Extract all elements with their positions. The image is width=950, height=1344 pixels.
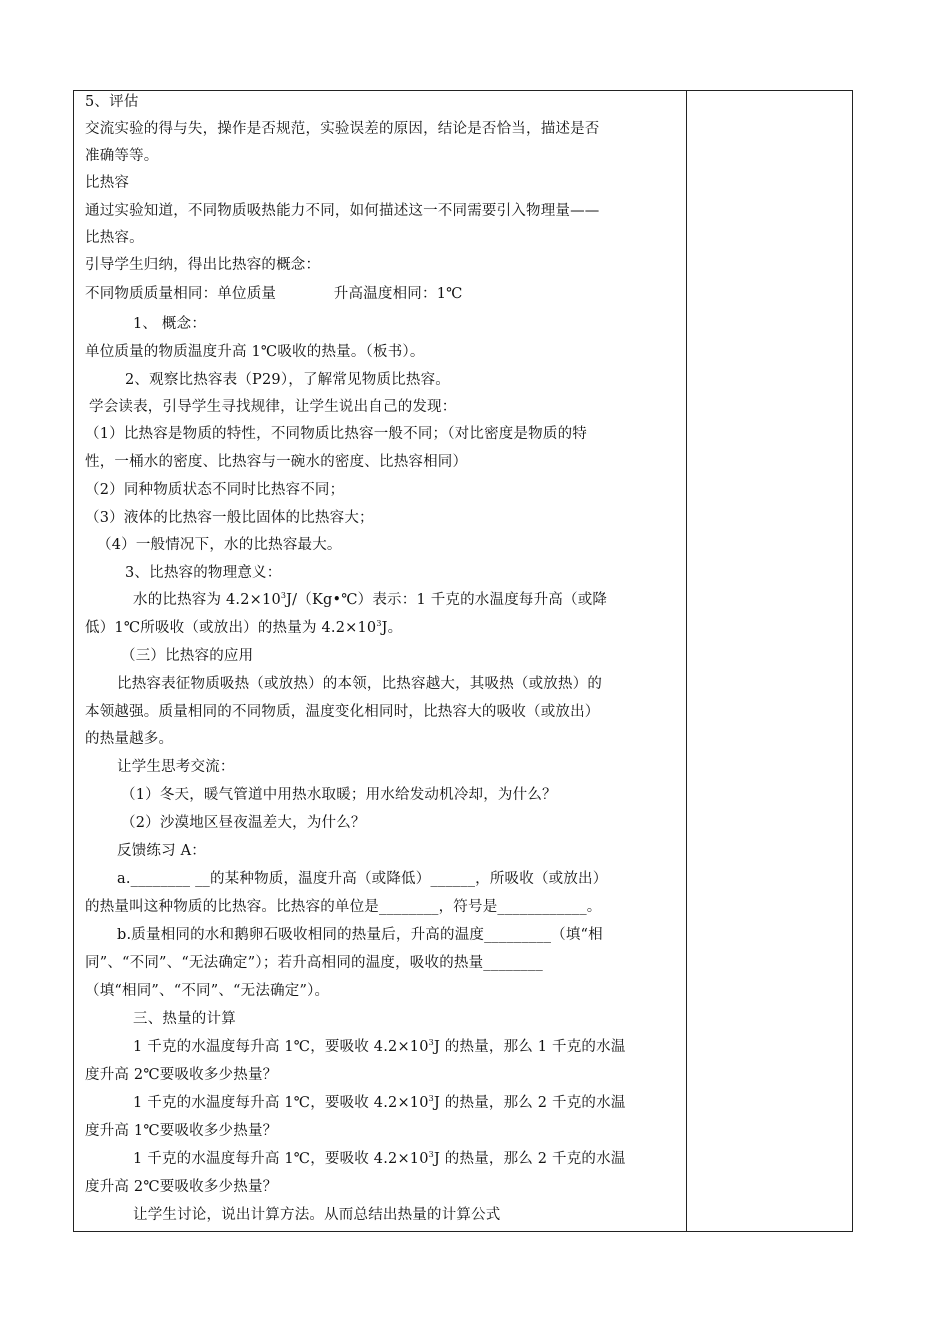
notes-cell [687,91,852,1231]
text-line: 让学生思考交流： [117,759,235,775]
section-heading: 比热容 [85,175,130,191]
text-line: 度升高 2℃要吸收多少热量？ [85,1067,278,1083]
text-line: 性，一桶水的密度、比热容与一碗水的密度、比热容相同） [85,454,468,470]
text-line: 水的比热容为 $4.2\times 10^3J/(Kg•℃)$表示：1 千克的水温度每升高（或降 [133,591,608,608]
text-line: 单位质量的物质温度升高 1℃吸收的热量。（板书）。 [85,344,425,360]
text-line: （1）比热容是物质的特性，不同物质比热容一般不同；（对比密度是物质的特 [85,426,587,442]
exercise-line: 的热量叫这种物质的比热容。比热容的单位是________，符号是____________。 [85,899,602,915]
text-line: 比热容表征物质吸热（或放热）的本领，比热容越大，其吸热（或放热）的 [117,676,603,692]
text-line: （3）液体的比热容一般比固体的比热容大； [85,510,374,526]
text-line: 度升高 1℃要吸收多少热量？ [85,1123,278,1139]
text-line: 1、 概念： [133,316,207,332]
lesson-table [73,90,853,1232]
section-heading: （三）比热容的应用 [121,648,254,664]
text-line: 度升高 2℃要吸收多少热量？ [85,1179,278,1195]
text-line: 本领越强。质量相同的不同物质，温度变化相同时，比热容大的吸收（或放出） [85,704,600,720]
text-line: 的热量越多。 [85,731,174,747]
text-line: （4）一般情况下，水的比热容最大。 [97,537,342,553]
text-line: 准确等等。 [85,148,159,164]
superscript: 3 [376,619,382,629]
text-line: 让学生讨论，说出计算方法。从而总结出热量的计算公式 [133,1207,501,1223]
superscript: 3 [428,1038,434,1048]
exercise-line: 同”、“不同”、“无法确定”）；若升高相同的温度，吸收的热量________ [85,955,543,971]
superscript: 3 [428,1150,434,1160]
text-line: （2）同种物质状态不同时比热容不同； [85,482,345,498]
text-line: 1 千克的水温度每升高 1℃，要吸收 $4.2\times 10^3J$ 的热量，那么 2 千克的水温 [133,1094,626,1111]
text-line: 低）1℃所吸收（或放出）的热量为 $4.2\times 10^3J$。 [85,619,403,636]
text-line: 学会读表，引导学生寻找规律，让学生说出自己的发现： [89,399,457,415]
text-line: 交流实验的得与失，操作是否规范，实验误差的原因，结论是否恰当，描述是否 [85,121,600,137]
exercise-line: b.质量相同的水和鹅卵石吸收相同的热量后，升高的温度_________（填“相 [117,927,603,943]
superscript: 3 [280,591,287,601]
text-line: 2、观察比热容表（P29），了解常见物质比热容。 [125,372,450,388]
text-line: 引导学生归纳，得出比热容的概念： [85,257,321,273]
text-line: 通过实验知道，不同物质吸热能力不同，如何描述这一不同需要引入物理量—— [85,203,600,219]
text-line: 比热容。 [85,230,144,246]
exercise-line: （填“相同”、“不同”、“无法确定”）。 [85,983,330,999]
exercise-line: a.________ __的某种物质，温度升高（或降低）______，所吸收（或放出） [117,871,608,887]
text-line: 不同物质质量相同：单位质量 升高温度相同：1℃ [85,286,463,302]
text-line: 5、评估 [85,94,139,110]
text-line: 3、比热容的物理意义： [125,565,282,581]
text-line: （1）冬天，暖气管道中用热水取暖；用水给发动机冷却，为什么？ [121,787,557,803]
superscript: 3 [428,1094,434,1104]
section-heading: 三、热量的计算 [133,1011,236,1027]
text-line: 1 千克的水温度每升高 1℃，要吸收 $4.2\times 10^3J$ 的热量，那么 1 千克的水温 [133,1038,626,1055]
text-line: 反馈练习 A： [117,843,206,859]
text-line: 1 千克的水温度每升高 1℃，要吸收 $4.2\times 10^3J$ 的热量，那么 2 千克的水温 [133,1150,626,1167]
text-line: （2）沙漠地区昼夜温差大，为什么？ [121,815,366,831]
